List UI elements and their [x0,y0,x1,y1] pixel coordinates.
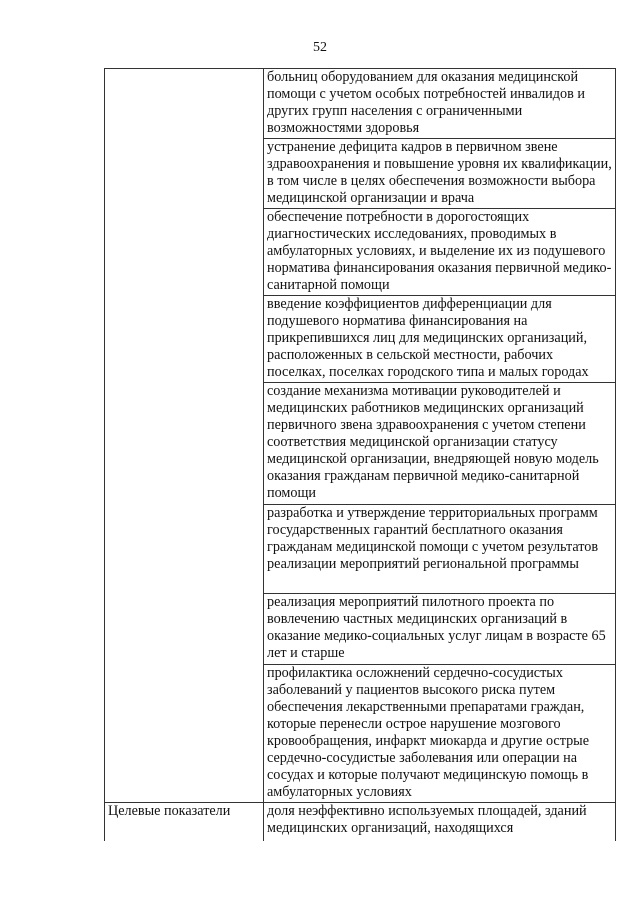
cell-text: введение коэффициентов дифференциации для подушевого норматива финансирования на прикрепившихся лиц для медицинских организаций, расположенных в сельской местности, рабочих поселках, поселках городского типа и малых городах [267,296,589,380]
page-number: 52 [313,40,327,55]
table-cell-right [264,803,616,841]
table-cell-right [264,665,616,803]
table-cell-right [264,594,616,665]
cell-text: устранение дефицита кадров в первичном звене здравоохранения и повышение уровня их квалификации, в том числе в целях обеспечения возможности выбора медицинской организации и врача [267,139,612,206]
cell-text: Целевые показатели [108,803,231,819]
table-cell-right [264,383,616,505]
table-cell-right [264,505,616,594]
cell-text: профилактика осложнений сердечно-сосудистых заболеваний у пациентов высокого риска путем обеспечения лекарственными препаратами граждан, которые перенесли острое нарушение мозгового кровообращения, инфаркт миокарда и другие острые сердечно-сосудистые заболевания или операции на сосудах и которые получают медицинскую помощь в амбулаторных условиях [267,665,589,800]
cell-text: больниц оборудованием для оказания медицинской помощи с учетом особых потребностей инвалидов и других групп населения с ограниченными возможностями здоровья [267,69,585,136]
cell-text: разработка и утверждение территориальных программ государственных гарантий бесплатного оказания гражданам медицинской помощи с учетом результатов реализации мероприятий региональной программы [267,505,599,572]
table-cell-right [264,209,616,296]
cell-text: обеспечение потребности в дорогостоящих диагностических исследованиях, проводимых в амбулаторных условиях, и выделение их из подушевого норматива финансирования оказания первичной медико-санитарной помощи [267,209,612,293]
table-cell-left [105,803,264,841]
table-cell-left [105,69,264,803]
table-row [105,803,616,841]
table-cell-right [264,296,616,383]
cell-text: доля неэффективно используемых площадей, зданий медицинских организаций, находящихся [267,803,587,836]
table-cell-right [264,139,616,209]
cell-text: реализация мероприятий пилотного проекта по вовлечению частных медицинских организаций в оказание медико-социальных услуг лицам в возрасте 65 лет и старше [267,594,606,661]
table-row [105,69,616,139]
table-cell-right [264,69,616,139]
cell-text: создание механизма мотивации руководителей и медицинских работников медицинских организаций первичного звена здравоохранения с учетом степени соответствия медицинской организации статусу медицинской организации, внедряющей новую модель оказания гражданам первичной медико-санитарной помощи [267,383,599,501]
measures-table [104,68,616,841]
